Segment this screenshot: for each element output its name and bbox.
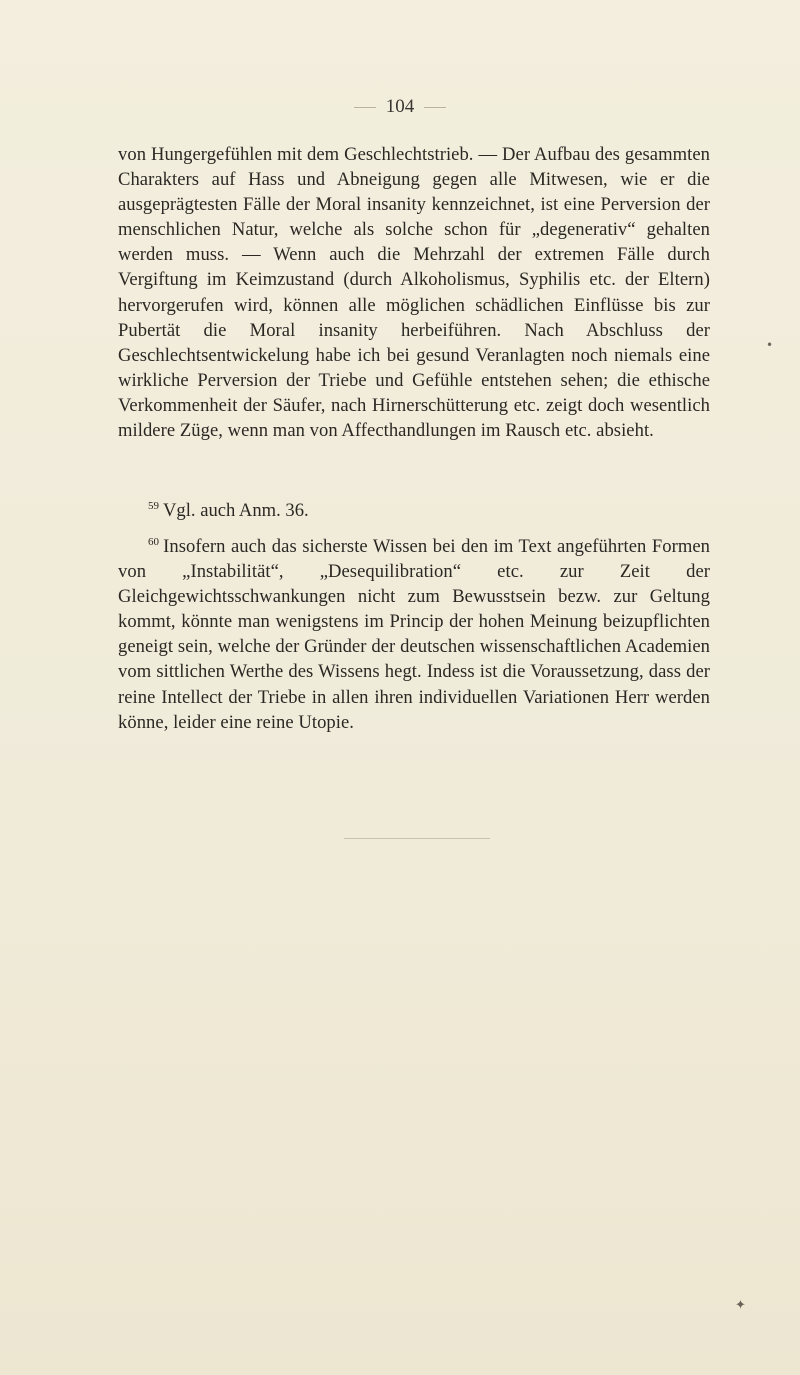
paper-speck: ✦ bbox=[735, 1298, 746, 1313]
footnote-60-text: Insofern auch das sicherste Wissen bei den im Text angeführten Formen von „Instabilität“, „Desequilibration“ etc. zur Zeit der Gleichgewichtsschwankungen nicht zum Bewusstsein bezw. zur Geltung kommt, könnte man wenigstens im Princip der hohen Meinung beizupflichten geneigt sein, welche der Gründer der deutschen wissenschaftlichen Academien vom sittlichen Werthe des Wissens hegt. Indess ist die Voraussetzung, dass der reine Intellect der Triebe in allen ihren individuellen Variationen Herr werden könne, leider eine reine Utopie. bbox=[118, 536, 710, 733]
margin-dot: • bbox=[766, 338, 774, 352]
main-paragraph: von Hungergefühlen mit dem Geschlechtstrieb. — Der Aufbau des gesammten Charakters auf Hass und Abneigung gegen alle Mitwesen, wie er die ausgeprägtesten Fälle der Moral insanity kennzeichnet, ist eine Perversion der menschlichen Natur, welche als solche schon für „degenerativ“ gehalten werden muss. — Wenn auch die Mehrzahl der extremen Fälle durch Vergiftung im Keimzustand (durch Alkoholismus, Syphilis etc. der Eltern) hervorgerufen wird, können alle möglichen schädlichen Einflüsse bis zur Pubertät die Moral insanity herbeiführen. Nach Abschluss der Geschlechtsentwickelung habe ich bei gesund Veranlagten noch niemals eine wirkliche Perversion der Triebe und Gefühle entstehen sehen; die ethische Verkommenheit der Säufer, nach Hirnerschütterung etc. zeigt doch wesentlich mildere Züge, wenn man von Affecthandlungen im Rausch etc. absieht. bbox=[118, 144, 710, 442]
page-number: 104 bbox=[385, 96, 415, 117]
footnote-60 bbox=[118, 530, 710, 735]
footnote-59-text: Vgl. auch Anm. 36. bbox=[163, 500, 309, 521]
header-right-dash bbox=[424, 107, 446, 108]
footnote-59 bbox=[148, 494, 708, 523]
footnote-59-number: 59 bbox=[148, 500, 159, 512]
footnote-60-number: 60 bbox=[148, 536, 160, 548]
end-rule bbox=[344, 838, 490, 839]
header-left-dash bbox=[354, 107, 376, 108]
page-header bbox=[0, 96, 800, 118]
